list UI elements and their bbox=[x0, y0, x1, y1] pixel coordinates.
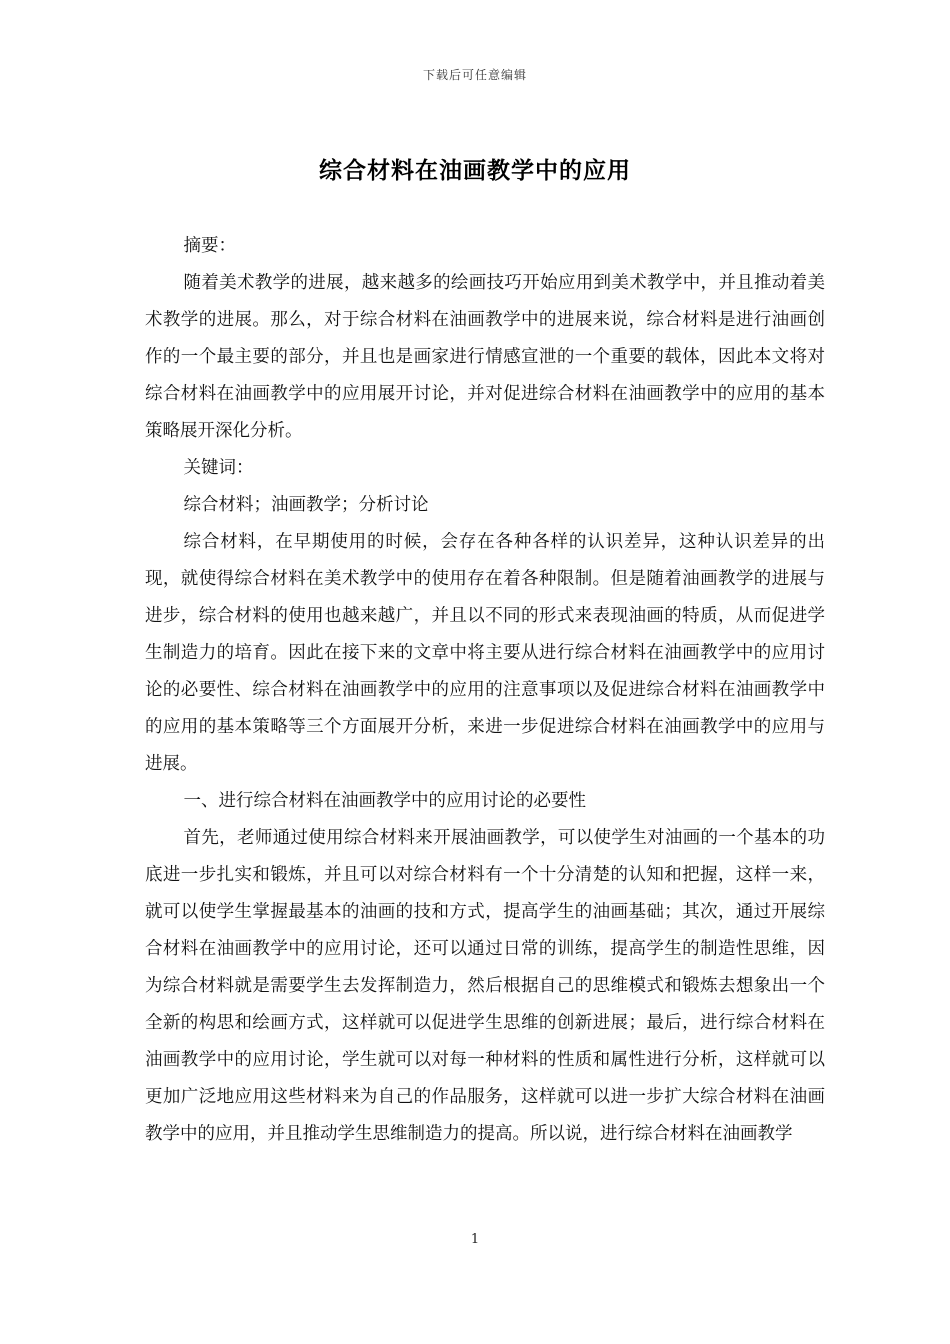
abstract-paragraph: 随着美术教学的进展，越来越多的绘画技巧开始应用到美术教学中，并且推动着美术教学的进展。那么，对于综合材料在油画教学中的进展来说，综合材料是进行油画创作的一个最主要的部分，并且也是画家进行情感宣泄的一个重要的载体，因此本文将对综合材料在油画教学中的应用展开讨论，并对促进综合材料在油画教学中的应用的基本策略展开深化分析。 bbox=[145, 273, 825, 441]
intro-paragraph: 综合材料，在早期使用的时候，会存在各种各样的认识差异，这种认识差异的出现，就使得综合材料在美术教学中的使用存在着各种限制。但是随着油画教学的进展与进步，综合材料的使用也越来越广，并且以不同的形式来表现油画的特质，从而促进学生制造力的培育。因此在接下来的文章中将主要从进行综合材料在油画教学中的应用讨论的必要性、综合材料在油画教学中的应用的注意事项以及促进综合材料在油画教学中的应用的基本策略等三个方面展开分析，来进一步促进综合材料在油画教学中的应用与进展。 bbox=[145, 532, 825, 774]
abstract-label: 摘要： bbox=[183, 236, 236, 256]
keywords-label: 关键词： bbox=[183, 458, 254, 478]
document-title: 综合材料在油画教学中的应用 bbox=[319, 157, 631, 184]
section-heading: 一、进行综合材料在油画教学中的应用讨论的必要性 bbox=[183, 791, 586, 811]
section-paragraph: 首先，老师通过使用综合材料来开展油画教学，可以使学生对油画的一个基本的功底进一步扎实和锻炼，并且可以对综合材料有一个十分清楚的认知和把握，这样一来，就可以使学生掌握最基本的油画的技和方式，提高学生的油画基础；其次，通过开展综合材料在油画教学中的应用讨论，还可以通过日常的训练，提高学生的制造性思维，因为综合材料就是需要学生去发挥制造力，然后根据自己的思维模式和锻炼去想象出一个全新的构思和绘画方式，这样就可以促进学生思维的创新进展；最后，进行综合材料在油画教学中的应用讨论，学生就可以对每一种材料的性质和属性进行分析，这样就可以更加广泛地应用这些材料来为自己的作品服务，这样就可以进一步扩大综合材料在油画教学中的应用，并且推动学生思维制造力的提高。所以说，进行综合材料在油画教学 bbox=[145, 828, 825, 1144]
keywords-text: 综合材料；油画教学；分析讨论 bbox=[183, 495, 429, 515]
page-number: 1 bbox=[470, 1232, 480, 1247]
document-body bbox=[145, 228, 825, 1153]
header-note: 下载后可任意编辑 bbox=[422, 68, 527, 82]
